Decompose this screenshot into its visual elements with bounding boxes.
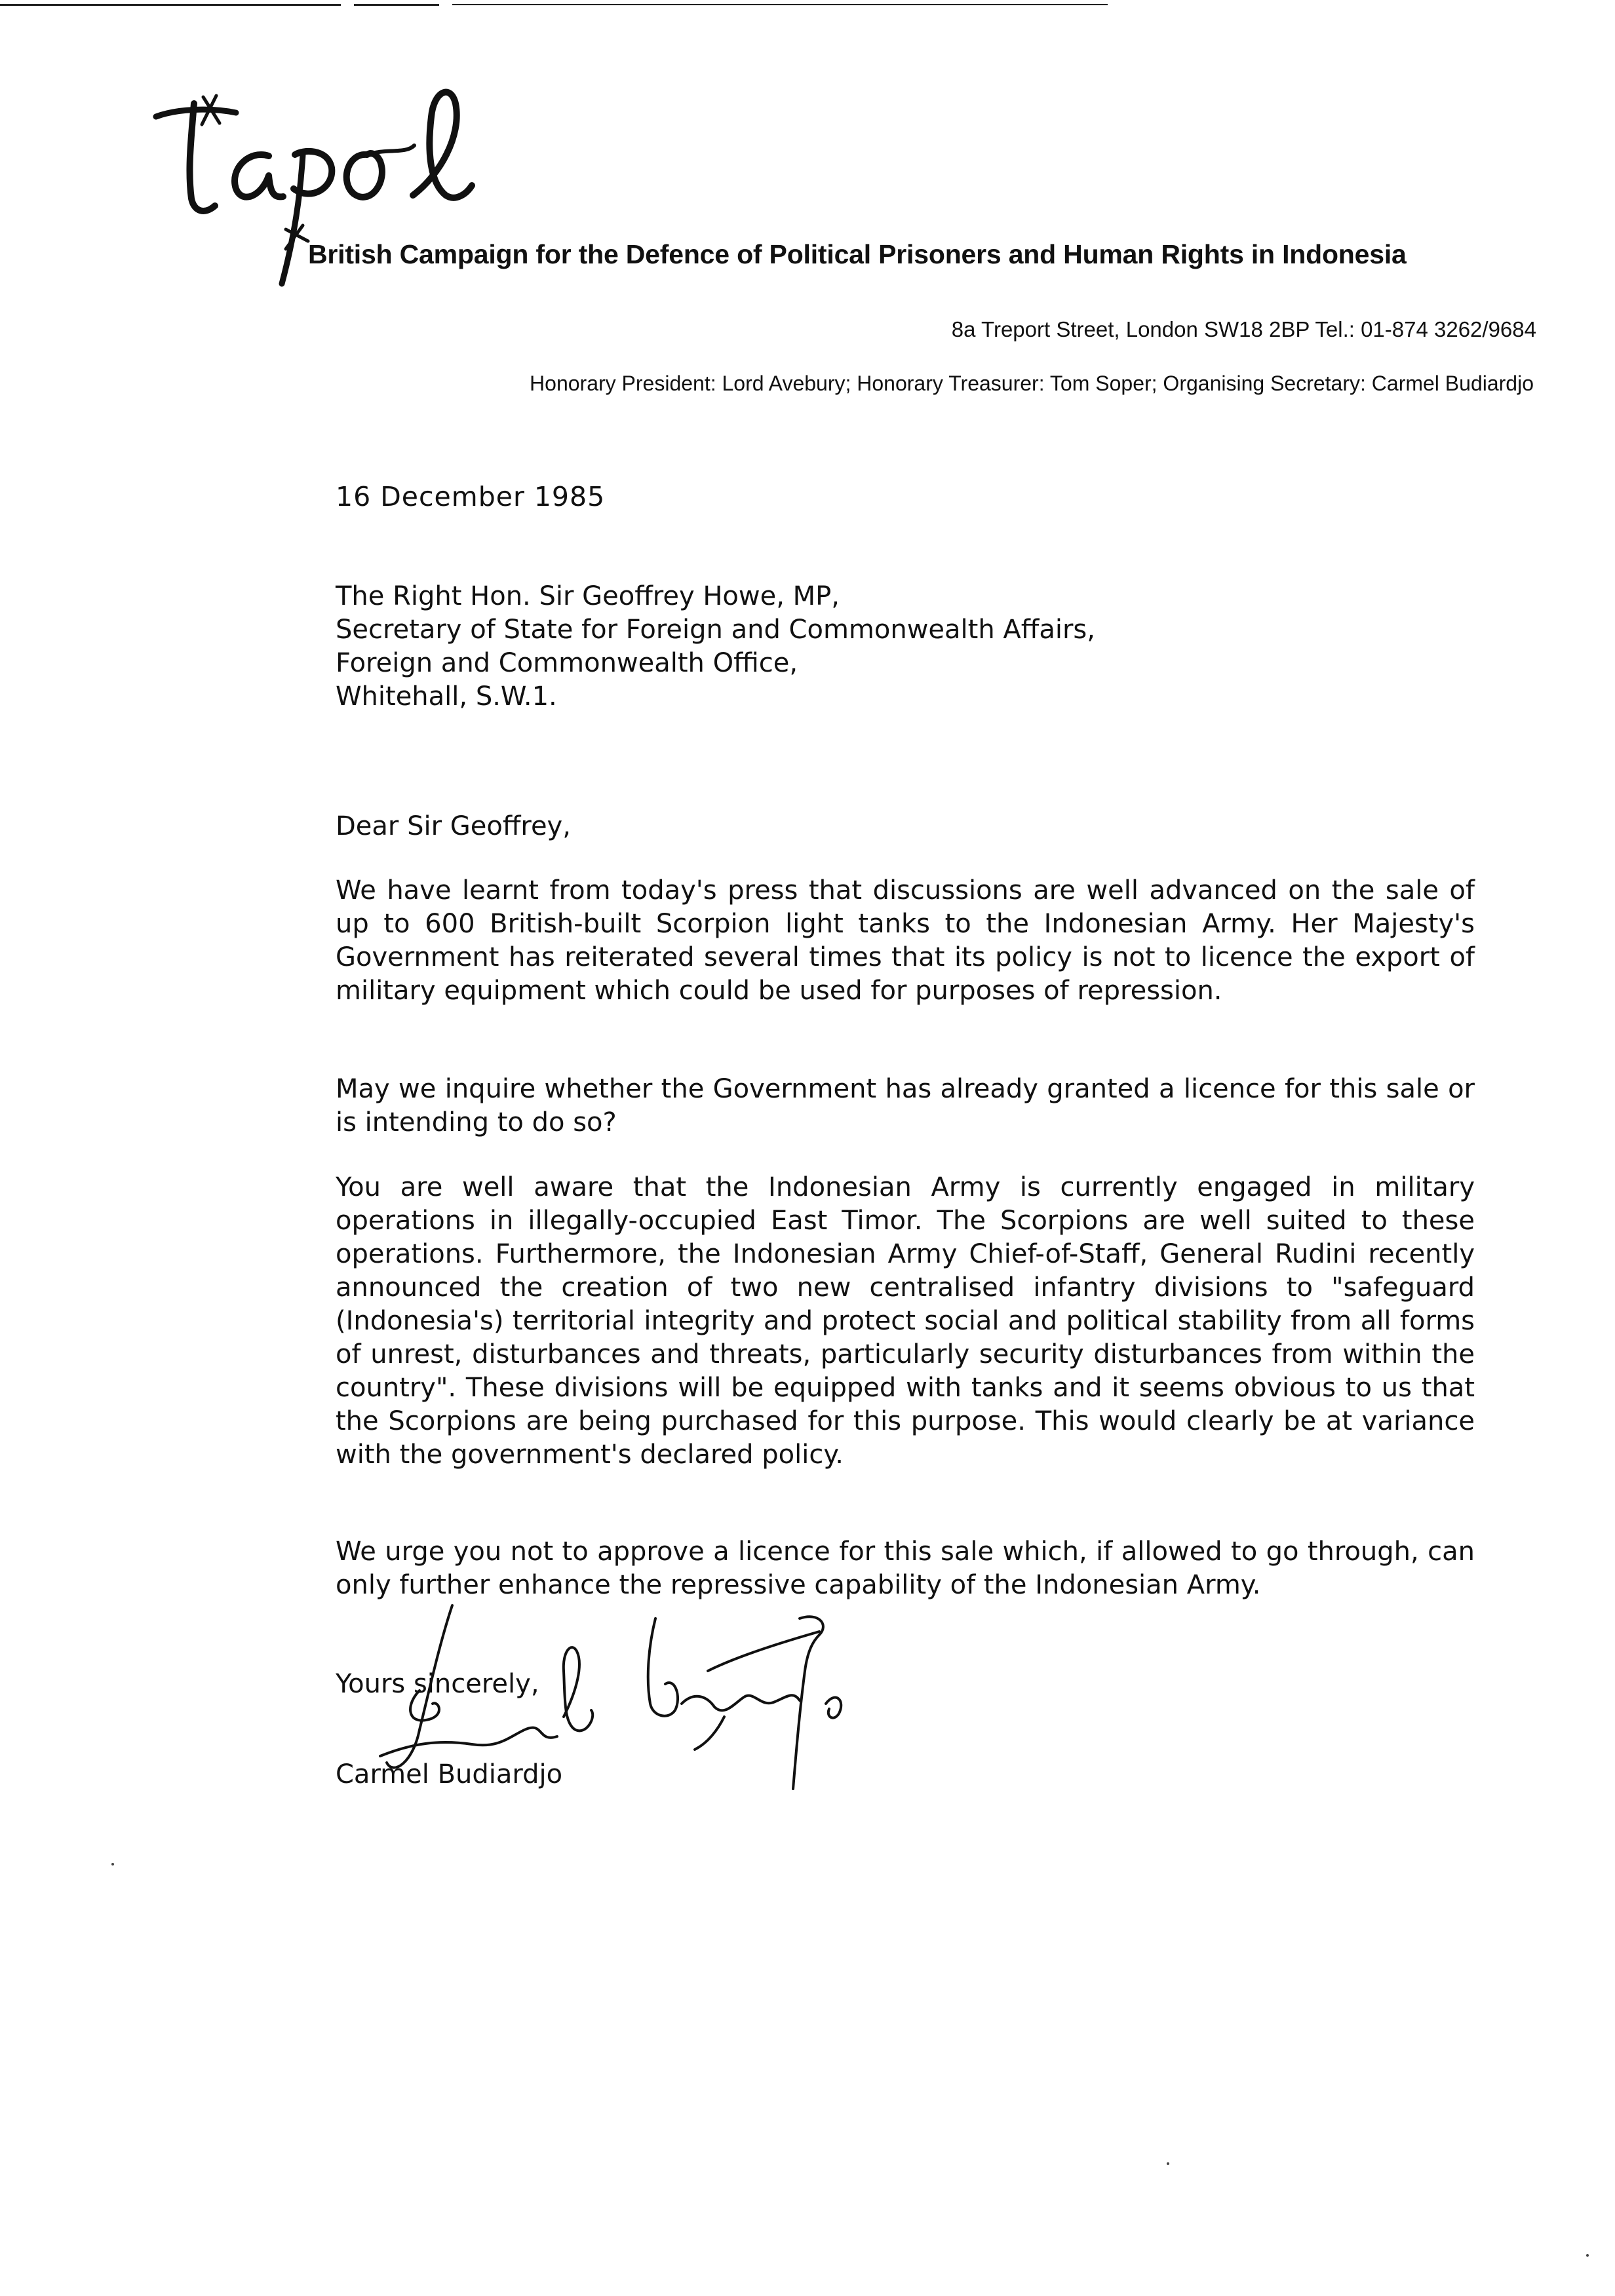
- body-paragraph: You are well aware that the Indonesian Army is currently engaged in military operations in illegally-occupied East Timor. The Scorpions are well suited to these operations. Furthermore, the Indonesian Army Chief-of-Staff, General Rudini recently announced the creation of two new centralised infantry divisions to "safeguard (Indonesia's) territorial integrity and protect social and political stability from all forms of unrest, disturbances and threats, particularly security disturbances from within the country". These divisions will be equipped with tanks and it seems obvious to us that the Scorpions are being purchased for this purpose. This would clearly be at variance with the government's declared policy.: [336, 1172, 1475, 1470]
- scan-speck: [1167, 2162, 1169, 2165]
- address-line: 8a Treport Street, London SW18 2BP Tel.: 01-874 3262/9684: [951, 317, 1536, 341]
- signatory-name: Carmel Budiardjo: [336, 1759, 563, 1789]
- scan-speck: [111, 1863, 114, 1866]
- body-paragraph: We have learnt from today's press that discussions are well advanced on the sale of up to 600 British-built Scorpion light tanks to the Indonesian Army. Her Majesty's Government has reiterated several times that its policy is not to licence the export of military equipment which could be used for purposes of repression.: [336, 875, 1475, 1006]
- officers-line: Honorary President: Lord Avebury; Honorary Treasurer: Tom Soper; Organising Secretary: Carmel Budiardjo: [530, 372, 1534, 395]
- recipient-address: [336, 580, 1475, 714]
- recipient-line: Secretary of State for Foreign and Commonwealth Affairs,: [336, 615, 1095, 645]
- recipient-line: The Right Hon. Sir Geoffrey Howe, MP,: [336, 581, 840, 611]
- closing: Yours sincerely,: [336, 1669, 539, 1699]
- scan-edge-line: [354, 4, 439, 6]
- salutation: Dear Sir Geoffrey,: [336, 811, 571, 841]
- scan-speck: [1586, 2254, 1589, 2257]
- letter-date: 16 December 1985: [336, 481, 606, 512]
- recipient-line: Foreign and Commonwealth Office,: [336, 648, 798, 678]
- recipient-line: Whitehall, S.W.1.: [336, 681, 557, 712]
- scan-edge-line: [452, 4, 1108, 5]
- body-paragraph: We urge you not to approve a licence for this sale which, if allowed to go through, can only further enhance the repressive capability of the Indonesian Army.: [336, 1537, 1475, 1600]
- organisation-name: British Campaign for the Defence of Political Prisoners and Human Rights in Indonesia: [308, 239, 1407, 269]
- scan-edge-line: [0, 4, 341, 6]
- body-paragraph: May we inquire whether the Government has already granted a licence for this sale or is intending to do so?: [336, 1074, 1475, 1138]
- handwritten-signature: [367, 1592, 891, 1808]
